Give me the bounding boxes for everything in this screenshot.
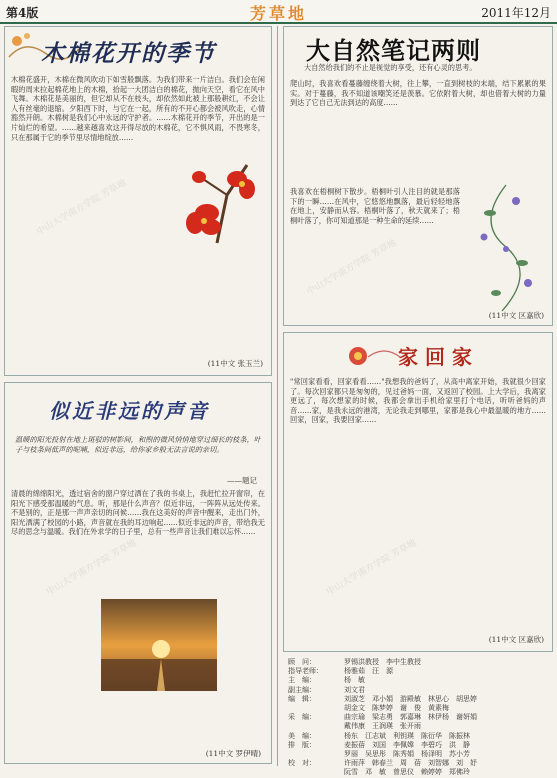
credit-role [288,722,344,731]
credit-row [288,704,550,713]
article-kapok [4,26,272,376]
credit-names: 曲宗瑜 梁志勇 郭嘉琳 林伊杨 谢妍娟 [344,713,477,722]
credit-role: 副主编： [288,685,316,694]
newspaper-name: 芳草地 [249,4,307,23]
article-body: "常回家看看，回家看看……"我想我的爸妈了，从高中离家开始，我就很少回家了。每次回家都只是匆匆的，见过爸妈一面，又返回了校园。上大学后，我离家更远了，每次想家的时候，我都会拿出手机给家里打个电话，听听爸妈的声音……家，是我永远的港湾，无论我走到哪里，家都是我心中最温暖的地方……回家，回家，我要回家…… [290,377,546,425]
article-title: 似近非远的声音 [49,399,210,423]
page-header [0,0,557,24]
article-title: 大自然笔记两则 [306,36,481,65]
credit-names: 阮雪 邓 敏 曾思仪 赖婷婷 郑佛玲 [344,768,470,777]
credit-row [288,768,550,777]
watermark: 中山大学南方学院 芳草地 [45,538,139,598]
credit-role: 主 编： [288,676,316,685]
article-body: 木棉花盛开，木棉在微风吹动下如雪般飘落。为我们带来一片洁白。我们会在闲暇的周末拉起棉花地上的木棉，拾起一大团洁白的棉花，抛向天空，看它在风中飞舞。木棉花是美丽的，但它却从不在枝头，却依然如此被上那般耕红，不会让人有丝毫的退缩。夕阳西下时，与它在一起，所有的不开心都会被风吹走，心情豁然开朗。木棉树是我们心中永远的守护者。……木棉花开的季节，开出的是一片灿烂的希望。……越来越喜欢这开得尽放的木棉花，它不惧风雨，不畏寒冬，只在那属于它的季节里尽情地绽放…… [11,75,265,142]
sunset-image [101,599,217,691]
article-title: 木棉花开的季节 [41,40,216,67]
article-epigraph: 温暖的阳光投射在地上斑驳的树影间，和煦的微风悄悄地穿过细长的枝条，叶子与枝条间低声的呢喃，似近非远，给你家乡般无法言说的亲切。 [15,435,261,454]
kapok-flower-image [177,155,263,245]
page-number: 第4版 [6,6,39,20]
article-body: 清晨的绵绵阳光，透过宿舍的窗户穿过洒在了我的书桌上，我赶忙拉开窗帘，在阳光下感受那温暖的气息。听，那是什么声音？似近非远，一阵阵从远处传来。不是别的，正是那一声声亲切的问候……我在这美好的声音中醒来，走出门外，阳光洒满了校园的小路，声音就在我的耳边响起……似近非远的声音，带给我无尽的思念与温暖。我们在外求学的日子里，总有一些声音让我们难以忘怀…… [11,489,265,537]
credit-names: 杨 敏 [344,676,365,685]
credit-role: 校 对： [288,759,316,768]
credit-role: 采 编： [288,713,316,722]
staff-credits [288,658,550,778]
article-byline: (11中文 张玉兰) [207,359,263,368]
credit-row [288,750,550,759]
credit-names: 许雨萍 韩春兰 周 蓓 刘智娜 刘 妤 [344,759,477,768]
epigraph-attribution: ——题记 [227,476,257,485]
watermark: 中山大学南方学院 芳草地 [35,178,129,238]
article-body-part1: 爬山时，我喜欢看蔓藤缠绕着大树，往上攀，一直到树枝的末端，结下累累的果实。对于蔓藤，我不知道该嘲笑还是羡慕。它依附着大树，却也借着大树的力量到达了它自己无法到达的高度…… [290,79,546,108]
credit-names: 罗锡洪教授 李中生教授 [344,658,421,666]
article-home [283,332,553,652]
article-byline: (11中文 罗伊晴) [205,749,261,758]
credit-role [288,768,344,777]
credit-names: 胡金文 陈梦婷 谢 俊 黄素梅 [344,704,449,713]
credit-names: 杨雅茹 汪 源 [344,667,393,676]
credit-names: 刘文君 [344,685,365,694]
vine-illustration [466,183,548,313]
credit-role: 编 辑： [288,694,316,703]
credit-names: 杨东 江志斌 利钥瑛 陈衍华 陈振林 [344,731,470,740]
column-divider [277,26,278,766]
credit-role: 美 编： [288,731,316,740]
credit-row [288,676,550,685]
credit-role [288,704,344,713]
article-byline: (11中文 区嘉欣) [488,635,544,644]
flower-ornament [344,341,404,371]
issue-date: 2011年12月 [481,6,551,20]
article-body-part2: 我喜欢在梧桐树下散步。梧桐叶引人注目的就是那落下的一瞬……在风中，它悠悠地飘落，最后轻轻地落在地上，安静而从容。梧桐叶落了，秋天就来了；梧桐叶落了，你可知道那是一种生命的延续…… [290,187,460,225]
credit-names: 罗丽 吴思彤 陈秀娟 杨泽明 苏小芳 [344,750,470,759]
watermark: 中山大学南方学院 芳草地 [305,238,399,298]
credit-role: 排 版： [288,740,316,749]
credit-role: 指导老师： [288,667,323,676]
credit-role [288,750,344,759]
credit-row [288,658,550,667]
credit-role: 顾 问： [288,658,316,666]
watermark: 中山大学南方学院 芳草地 [325,538,419,598]
credit-row [288,686,550,695]
article-title: 家 回 家 [398,345,472,369]
credit-row [288,695,550,704]
credit-names: 戴伟康 王润瑛 张开雨 [344,722,421,731]
article-voice [4,382,272,764]
article-byline: (11中文 区嘉欣) [488,311,544,320]
credit-names: 麦振蓓 刘国 李佩嫦 李碧巧 洪 静 [344,740,470,749]
credit-row [288,741,550,750]
credit-names: 刘淑芝 邓小娟 游殿敏 林思心 胡思婷 [344,694,477,703]
article-intro: 大自然给我们的不止是视觉的享受，还有心灵的思考。 [304,63,477,72]
credit-row [288,722,550,731]
credit-row [288,667,550,676]
credit-row [288,732,550,741]
